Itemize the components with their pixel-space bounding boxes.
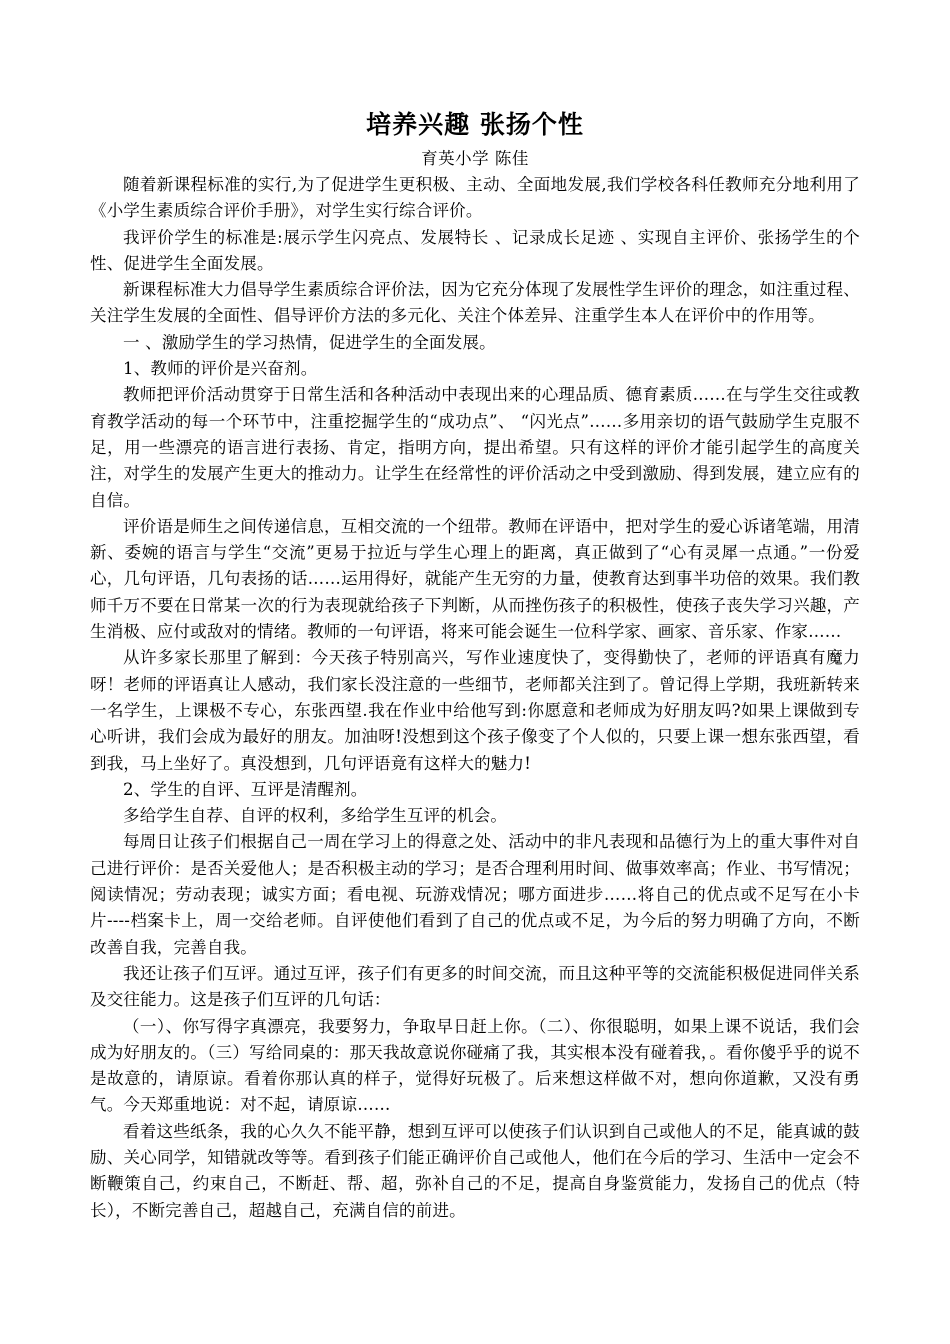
paragraph: 随着新课程标准的实行,为了促进学生更积极、主动、全面地发展,我们学校各科任教师充分地利用了《小学生素质综合评价手册》，对学生实行综合评价。: [90, 175, 860, 221]
subsection-heading: 1、教师的评价是兴奋剂。: [123, 359, 318, 379]
paragraph: 评价语是师生之间传递信息，互相交流的一个纽带。教师在评语中，把对学生的爱心诉诸笔端，用清新、委婉的语言与学生“交流”更易于拉近与学生心理上的距离，真正做到了“心有灵犀一点通。”一份爱心，几句评语，几句表扬的话……运用得好，就能产生无穷的力量，使教育达到事半功倍的效果。我们教师千万不要在日常某一次的行为表现就给孩子下判断，从而挫伤孩子的积极性，使孩子丧失学习兴趣，产生消极、应付或敌对的情绪。教师的一句评语，将来可能会诞生一位科学家、画家、音乐家、作家……: [90, 516, 860, 642]
paragraph: 我评价学生的标准是:展示学生闪亮点、发展特长 、记录成长足迹 、实现自主评价、张扬学生的个性、促进学生全面发展。: [90, 227, 860, 273]
paragraph: 从许多家长那里了解到：今天孩子特别高兴，写作业速度快了，变得勤快了，老师的评语真有魔力呀！老师的评语真让人感动，我们家长没注意的一些细节，老师都关注到了。曾记得上学期，我班新转来一名学生，上课极不专心，东张西望.我在作业中给他写到:你愿意和老师成为好朋友吗?如果上课做到专心听讲，我们会成为最好的朋友。加油呀!没想到这个孩子像变了个人似的，只要上课一想东张西望，看到我，马上坐好了。真没想到，几句评语竟有这样大的魅力!: [90, 648, 860, 773]
document-page: [90, 104, 860, 1224]
paragraph: 新课程标准大力倡导学生素质综合评价法，因为它充分体现了发展性学生评价的理念，如注重过程、关注学生发展的全面性、倡导评价方法的多元化、关注个体差异、注重学生本人在评价中的作用等。: [90, 280, 860, 326]
document-author: 育英小学 陈佳: [421, 149, 529, 168]
document-title: 培养兴趣 张扬个性: [366, 110, 584, 139]
paragraph: 我还让孩子们互评。通过互评，孩子们有更多的时间交流，而且这种平等的交流能积极促进同伴关系及交往能力。这是孩子们互评的几句话：: [90, 963, 860, 1010]
paragraph: 看着这些纸条，我的心久久不能平静，想到互评可以使孩子们认识到自己或他人的不足，能真诚的鼓励、关心同学，知错就改等等。看到孩子们能正确评价自己或他人，他们在今后的学习、生活中一定会不断鞭策自己，约束自己，不断赶、帮、超，弥补自己的不足，提高自身鉴赏能力，发扬自己的优点（特长），不断完善自己，超越自己，充满自信的前进。: [90, 1121, 860, 1220]
paragraph: 多给学生自荐、自评的权利，多给学生互评的机会。: [123, 806, 508, 826]
subsection-heading: 2、学生的自评、互评是清醒剂。: [123, 779, 368, 799]
document-body: [90, 172, 860, 1224]
section-heading: 一 、激励学生的学习热情，促进学生的全面发展。: [123, 332, 496, 352]
paragraph: （一）、你写得字真漂亮，我要努力，争取早日赶上你。（二）、你很聪明，如果上课不说话，我们会成为好朋友的。（三）写给同桌的：那天我故意说你碰痛了我，其实根本没有碰着我，。看你傻乎乎的说不是故意的，请原谅。看着你那认真的样子，觉得好玩极了。后来想这样做不对，想向你道歉，又没有勇气。今天郑重地说：对不起，请原谅……: [90, 1016, 860, 1115]
paragraph: 教师把评价活动贯穿于日常生活和各种活动中表现出来的心理品质、德育素质……在与学生交往或教育教学活动的每一个环节中，注重挖掘学生的“成功点”、 “闪光点”……多用亲切的语气鼓励学生克服不足，用一些漂亮的语言进行表扬、肯定，指明方向，提出希望。只有这样的评价才能引起学生的高度关注，对学生的发展产生更大的推动力。让学生在经常性的评价活动之中受到激励、得到发展，建立应有的自信。: [90, 385, 860, 510]
paragraph: 每周日让孩子们根据自己一周在学习上的得意之处、活动中的非凡表现和品德行为上的重大事件对自己进行评价：是否关爱他人；是否积极主动的学习；是否合理利用时间、做事效率高；作业、书写情况；阅读情况；劳动表现；诚实方面；看电视、玩游戏情况；哪方面进步……将自己的优点或不足写在小卡片----档案卡上，周一交给老师。自评使他们看到了自己的优点或不足，为今后的努力明确了方向，不断改善自我，完善自我。: [90, 832, 860, 957]
